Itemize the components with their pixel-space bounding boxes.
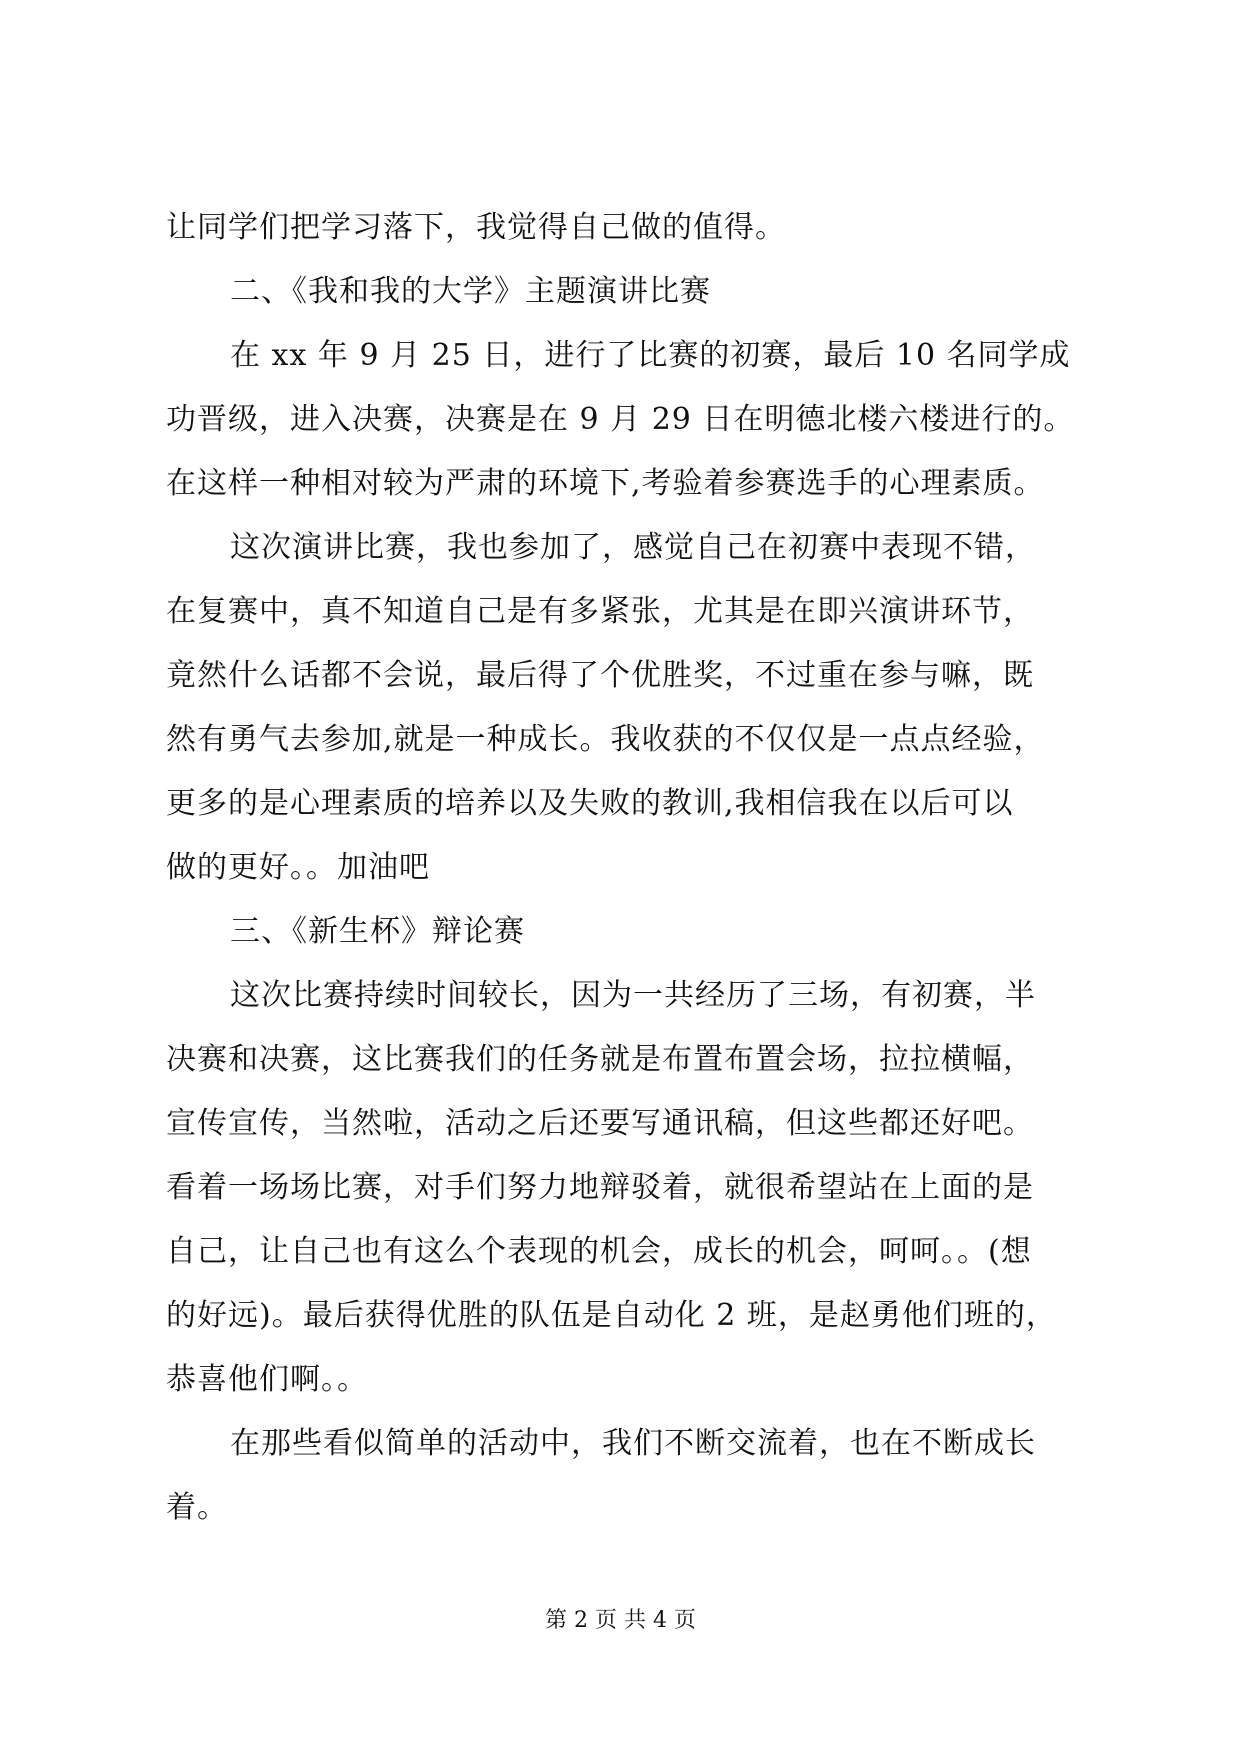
paragraph-line: 看着一场场比赛，对手们努力地辩驳着，就很希望站在上面的是 <box>166 1170 1034 1205</box>
paragraph-line: 竟然什么话都不会说，最后得了个优胜奖，不过重在参与嘛，既 <box>166 658 1034 693</box>
paragraph-line: 着。 <box>166 1490 228 1525</box>
paragraph-line: 宣传宣传，当然啦，活动之后还要写通讯稿，但这些都还好吧。 <box>166 1106 1034 1141</box>
document-body <box>166 196 1076 1540</box>
paragraph-line: 这次比赛持续时间较长，因为一共经历了三场，有初赛，半 <box>230 978 1036 1013</box>
paragraph-line: 在 xx 年 9 月 25 日，进行了比赛的初赛，最后 10 名同学成 <box>230 338 1071 373</box>
paragraph-line: 决赛和决赛，这比赛我们的任务就是布置布置会场，拉拉横幅， <box>166 1042 1034 1077</box>
paragraph-line: 在这样一种相对较为严肃的环境下,考验着参赛选手的心理素质。 <box>166 466 1045 501</box>
page-footer-number: 第 2 页 共 4 页 <box>545 1608 696 1633</box>
paragraph-line: 自己，让自己也有这么个表现的机会，成长的机会，呵呵。。(想 <box>166 1234 1032 1269</box>
paragraph-line: 更多的是心理素质的培养以及失败的教训,我相信我在以后可以 <box>166 786 1014 821</box>
paragraph-line: 在复赛中，真不知道自己是有多紧张，尤其是在即兴演讲环节， <box>166 594 1034 629</box>
paragraph-line: 然有勇气去参加,就是一种成长。我收获的不仅仅是一点点经验， <box>166 722 1045 757</box>
paragraph-line: 的好远)。最后获得优胜的队伍是自动化 2 班，是赵勇他们班的， <box>166 1298 1057 1333</box>
paragraph-line: 这次演讲比赛，我也参加了，感觉自己在初赛中表现不错， <box>230 530 1036 565</box>
paragraph-line: 做的更好。。加油吧 <box>166 850 430 885</box>
section-heading-speech-contest: 二、《我和我的大学》主题演讲比赛 <box>230 274 711 309</box>
paragraph-line: 在那些看似简单的活动中，我们不断交流着，也在不断成长 <box>230 1426 1036 1461</box>
paragraph-line: 让同学们把学习落下，我觉得自己做的值得。 <box>166 210 786 245</box>
paragraph-line: 功晋级，进入决赛，决赛是在 9 月 29 日在明德北楼六楼进行的。 <box>166 402 1075 437</box>
section-heading-debate: 三、《新生杯》辩论赛 <box>230 914 525 949</box>
paragraph-line: 恭喜他们啊。。 <box>166 1362 368 1397</box>
